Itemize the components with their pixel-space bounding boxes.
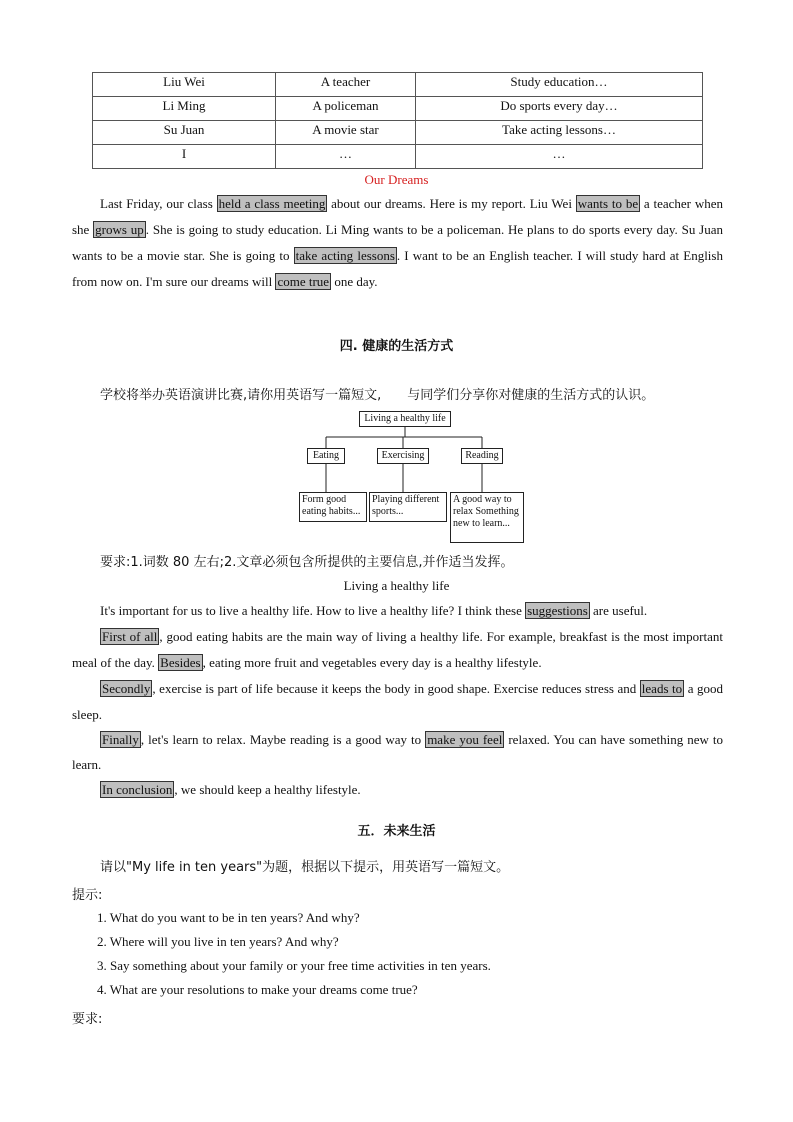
table-cell: Do sports every day… (416, 97, 703, 121)
hint-item: 4. What are your resolutions to make your dreams come true? (97, 982, 418, 997)
requirements-label: 要求: (72, 1012, 103, 1027)
diagram-branch-eating: Eating (307, 448, 345, 464)
table-cell: Liu Wei (93, 73, 276, 97)
text-run: Last Friday, our class (100, 196, 217, 211)
table-cell: A movie star (276, 121, 416, 145)
essay-paragraph-5 (72, 777, 723, 803)
text-run: . I want to be an English teacher. I will study hard at English from now on. I'm sure our dreams will (72, 248, 723, 289)
section4-heading: 四. 健康的生活方式 (339, 339, 454, 354)
text-run: , eating more fruit and vegetables every day is a healthy lifestyle. (202, 655, 542, 670)
essay-paragraph-2 (72, 624, 723, 676)
table-cell: Take acting lessons… (416, 121, 703, 145)
highlighted-phrase: make you feel (427, 732, 503, 747)
highlighted-phrase: held a class meeting (218, 196, 326, 211)
highlighted-phrase: leads to (641, 681, 683, 696)
diagram-root-node: Living a healthy life (359, 411, 451, 427)
diagram-leaf-exercising: Playing different sports... (369, 492, 447, 522)
text-run: one day. (331, 274, 378, 289)
text-run: , let's learn to relax. Maybe reading is a good way to (140, 732, 426, 747)
text-run: a teacher when she (72, 196, 723, 237)
hint-label: 提示: (72, 888, 103, 903)
section5-prompt: 请以"My life in ten years"为题，根据以下提示，用英语写一篇短文。 (100, 860, 510, 875)
hint-item: 2. Where will you live in ten years? And why? (97, 934, 339, 949)
text-run: , exercise is part of life because it keeps the body in good shape. Exercise reduces stress and (152, 681, 640, 696)
diagram-leaf-reading: A good way to relax Something new to learn... (450, 492, 524, 543)
section5-heading: 五．未来生活 (357, 824, 436, 839)
text-run: It's important for us to live a healthy life. How to live a healthy life? I think these (100, 603, 526, 618)
hint-item: 1. What do you want to be in ten years? And why? (97, 910, 360, 925)
section4-prompt: 学校将举办英语演讲比赛,请你用英语写一篇短文, 与同学们分享你对健康的生活方式的认识。 (100, 388, 655, 403)
text-run: . She is going to study education. Li Ming wants to be a policeman. He plans to do sports every day. Su Juan wants to be a movie star. She is going to (72, 222, 723, 263)
highlighted-phrase: suggestions (527, 603, 588, 618)
highlighted-phrase: grows up (95, 222, 144, 237)
text-run: relaxed. You can have something new to learn. (72, 732, 724, 772)
table-cell: Study education… (416, 73, 703, 97)
text-run: a good sleep. (72, 681, 723, 722)
highlighted-phrase: take acting lessons (295, 248, 395, 263)
table-cell: I (93, 145, 276, 169)
text-run: about our dreams. Here is my report. Liu Wei (327, 196, 576, 211)
highlighted-phrase: Secondly (102, 681, 151, 696)
hint-item: 3. Say something about your family or your free time activities in ten years. (97, 958, 491, 973)
text-run: , good eating habits are the main way of living a healthy life. For example, breakfast is the most important meal of the day. (72, 629, 723, 670)
table-cell: A policeman (276, 97, 416, 121)
highlighted-phrase: In conclusion (102, 782, 173, 797)
table-cell: … (416, 145, 703, 169)
diagram-branch-reading: Reading (461, 448, 503, 464)
highlighted-phrase: First of all (102, 629, 158, 644)
highlighted-phrase: wants to be (577, 196, 639, 211)
diagram-connectors (0, 0, 793, 560)
essay-paragraph-3 (72, 676, 723, 728)
dreams-title: Our Dreams (364, 172, 429, 187)
essay-paragraph-1 (72, 598, 723, 624)
text-run: , we should keep a healthy lifestyle. (174, 782, 361, 797)
highlighted-phrase: Finally (102, 732, 139, 747)
diagram-leaf-eating: Form good eating habits... (299, 492, 367, 522)
section4-requirements: 要求:1.词数 80 左右;2.文章必须包含所提供的主要信息,并作适当发挥。 (100, 555, 514, 570)
highlighted-phrase: come true (277, 274, 330, 289)
essay-paragraph-4 (72, 727, 723, 777)
table-cell: A teacher (276, 73, 416, 97)
essay-title: Living a healthy life (343, 578, 450, 593)
table-cell: … (276, 145, 416, 169)
table-cell: Su Juan (93, 121, 276, 145)
table-cell: Li Ming (93, 97, 276, 121)
text-run: are useful. (589, 603, 648, 618)
diagram-branch-exercising: Exercising (377, 448, 429, 464)
highlighted-phrase: Besides (160, 655, 201, 670)
